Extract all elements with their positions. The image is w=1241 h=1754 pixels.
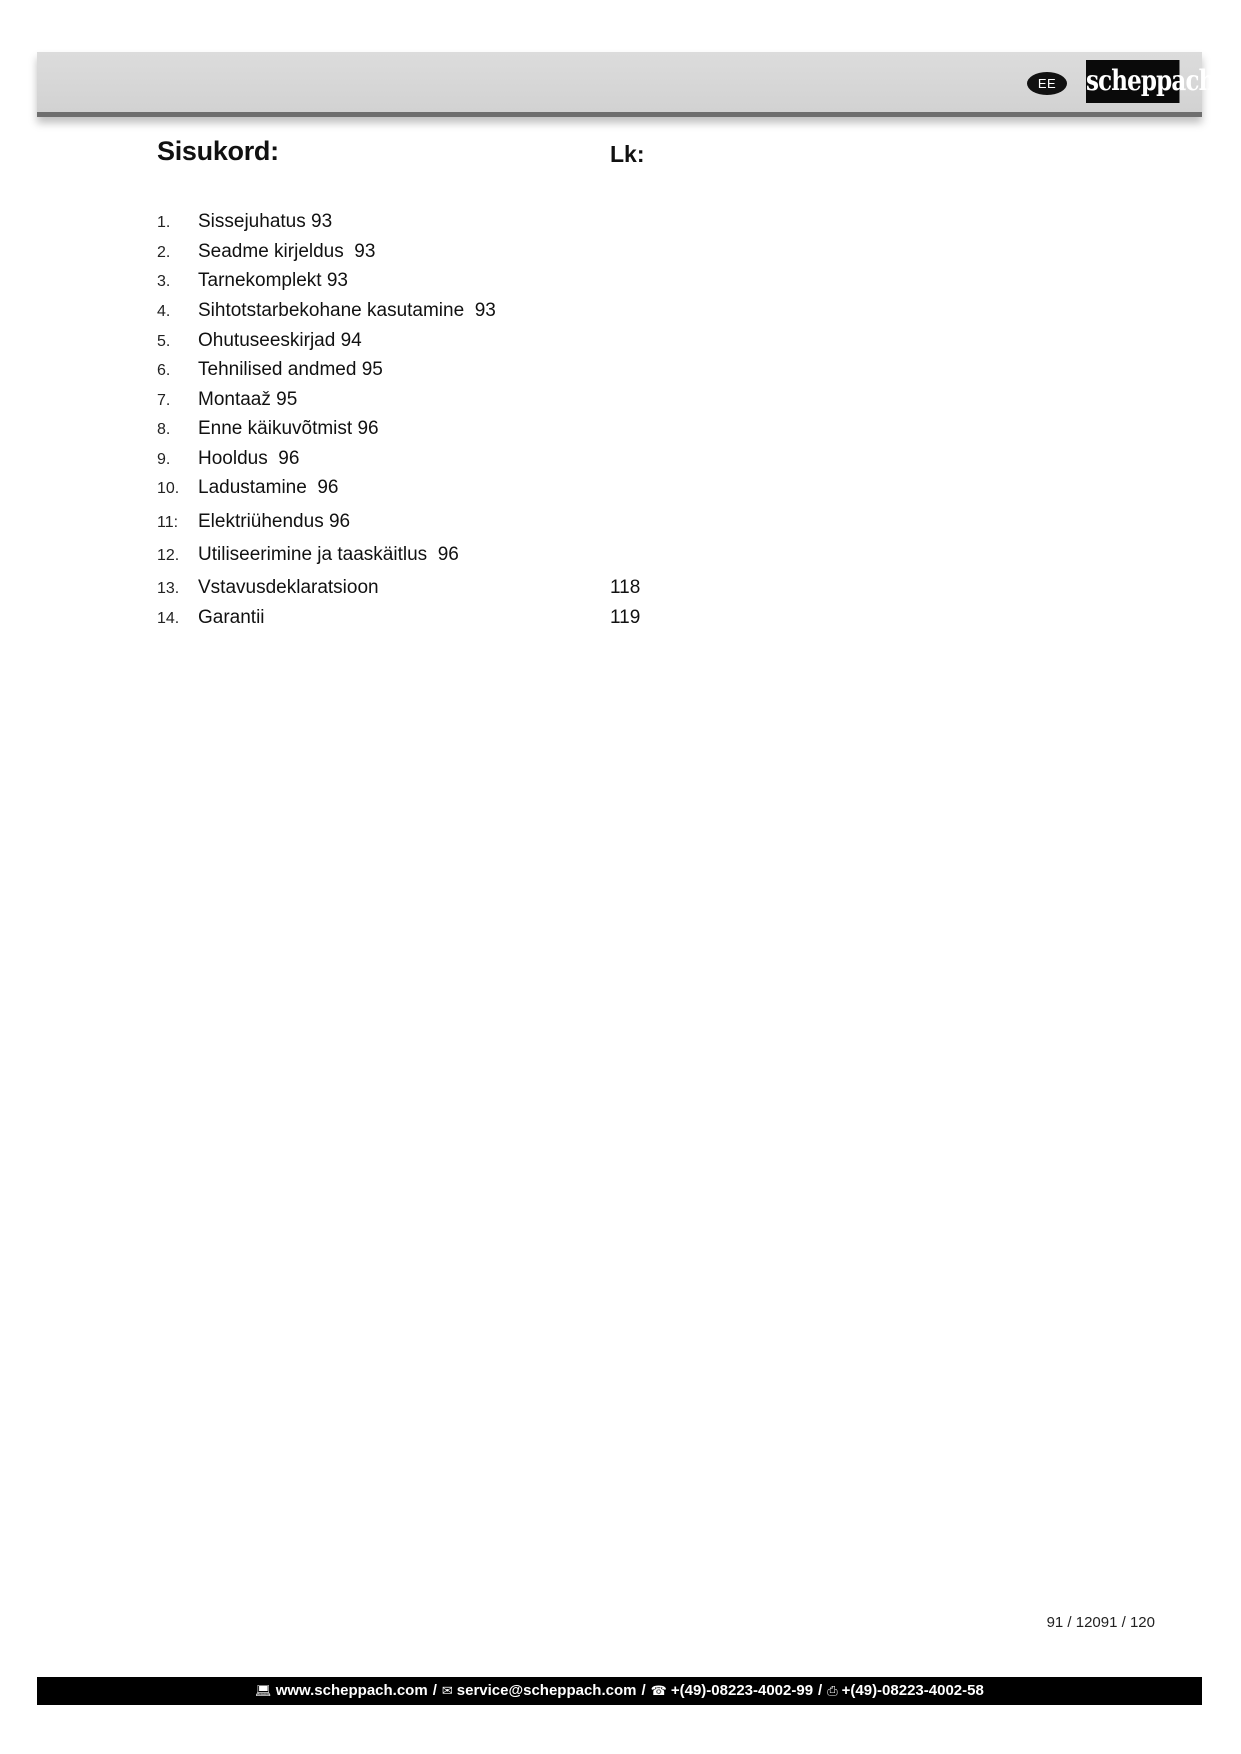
language-badge: EE	[1027, 72, 1067, 95]
footer-website[interactable]: www.scheppach.com	[275, 1682, 428, 1699]
envelope-icon: ✉︎	[441, 1683, 453, 1698]
toc-item-number: 6.	[157, 362, 171, 379]
toc-item-label: Ladustamine 96	[198, 477, 339, 498]
footer-bar	[37, 1677, 1202, 1705]
toc-item-number: 13.	[157, 580, 180, 597]
toc-item-number: 4.	[157, 303, 171, 320]
toc-item-number: 2.	[157, 244, 171, 261]
toc-item-label: Enne käikuvõtmist 96	[198, 418, 379, 439]
toc-item-label: Ohutuseeskirjad 94	[198, 330, 362, 351]
toc-item-label: Hooldus 96	[198, 448, 300, 469]
toc-item-label: Seadme kirjeldus 93	[198, 241, 376, 262]
toc-item-label: Tarnekomplekt 93	[198, 270, 348, 291]
toc-item-number: 1.	[157, 214, 171, 231]
footer-fax: +(49)-08223-4002-58	[841, 1682, 984, 1699]
telephone-icon: ☎︎	[650, 1683, 667, 1698]
toc-item-label: Montaaž 95	[198, 389, 298, 410]
fax-icon: ⎙	[827, 1683, 838, 1698]
toc-item-label: Garantii	[198, 607, 265, 628]
toc-item[interactable]	[0, 607, 800, 635]
toc-item[interactable]	[0, 577, 800, 605]
toc-item-label: Sissejuhatus 93	[198, 211, 333, 232]
toc-item-label: Sihtotstarbekohane kasutamine 93	[198, 300, 496, 321]
toc-item-label: Elektriühendus 96	[198, 511, 351, 532]
toc-item[interactable]	[0, 418, 800, 446]
toc-item-number: 10.	[157, 480, 180, 497]
footer-separator: /	[432, 1682, 437, 1699]
toc-item-label: Utiliseerimine ja taaskäitlus 96	[198, 544, 459, 565]
toc-item[interactable]	[0, 477, 800, 505]
footer-email[interactable]: service@scheppach.com	[456, 1682, 637, 1699]
toc-item-page: 119	[610, 607, 641, 628]
toc-item-label: Tehnilised andmed 95	[198, 359, 383, 380]
scheppach-logo: scheppach	[1086, 60, 1179, 103]
toc-item[interactable]	[0, 359, 800, 387]
footer-separator: /	[641, 1682, 646, 1699]
toc-item-number: 7.	[157, 392, 171, 409]
toc-item-number: 5.	[157, 333, 171, 350]
toc-item-label: Vstavusdeklaratsioon	[198, 577, 379, 598]
footer-phone: +(49)-08223-4002-99	[670, 1682, 814, 1699]
computer-icon: 💻︎	[255, 1683, 272, 1698]
toc-item[interactable]	[0, 511, 800, 539]
toc-item-number: 11:	[157, 514, 179, 531]
toc-item-number: 8.	[157, 421, 171, 438]
toc-item[interactable]	[0, 448, 800, 476]
toc-title: Sisukord:	[157, 136, 279, 166]
toc-item[interactable]	[0, 389, 800, 417]
toc-item[interactable]	[0, 544, 800, 572]
toc-item[interactable]	[0, 241, 800, 269]
page-column-title: Lk:	[610, 141, 645, 167]
toc-item-number: 14.	[157, 610, 180, 627]
toc-item[interactable]	[0, 211, 800, 239]
toc-item-number: 12.	[157, 547, 180, 564]
toc-item-number: 3.	[157, 273, 171, 290]
toc-item-page: 118	[610, 577, 641, 598]
footer-separator: /	[818, 1682, 823, 1699]
toc-item[interactable]	[0, 300, 800, 328]
toc-item[interactable]	[0, 330, 800, 358]
toc-item[interactable]	[0, 270, 800, 298]
page-number: 91 / 12091 / 120	[1046, 1614, 1155, 1631]
toc-item-number: 9.	[157, 451, 171, 468]
